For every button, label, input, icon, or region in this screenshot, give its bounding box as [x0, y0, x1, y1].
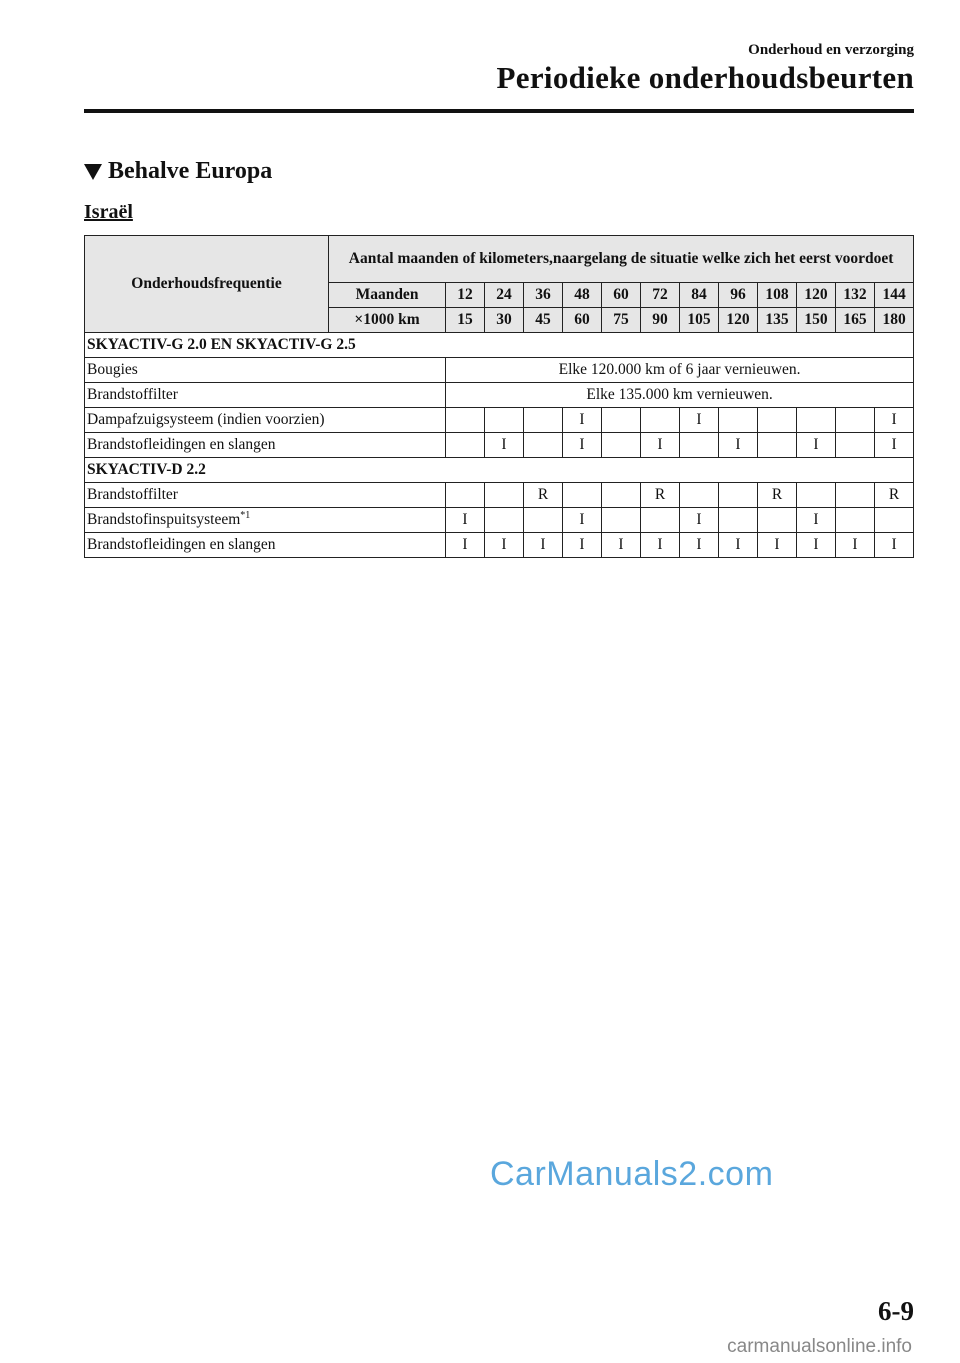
item-name-text: Brandstofinspuitsysteem — [87, 511, 241, 528]
month-cell: 96 — [719, 283, 758, 308]
month-cell: 120 — [797, 283, 836, 308]
schedule-cell — [602, 483, 641, 508]
schedule-cell: R — [641, 483, 680, 508]
km-cell: 90 — [641, 308, 680, 333]
schedule-cell — [524, 433, 563, 458]
schedule-cell: I — [680, 533, 719, 558]
month-cell: 84 — [680, 283, 719, 308]
km-cell: 30 — [485, 308, 524, 333]
schedule-cell — [797, 408, 836, 433]
schedule-cell: I — [641, 433, 680, 458]
schedule-cell — [446, 483, 485, 508]
schedule-cell: I — [563, 433, 602, 458]
item-name: Brandstoffilter — [85, 383, 446, 408]
schedule-cell: I — [563, 408, 602, 433]
table-row — [85, 433, 914, 458]
km-cell: 75 — [602, 308, 641, 333]
schedule-cell: R — [875, 483, 914, 508]
interval-label-cell: Aantal maanden of kilometers,naargelang de situatie welke zich het eerst voordoet — [329, 236, 914, 283]
schedule-cell: I — [875, 533, 914, 558]
footnote-marker: *1 — [240, 509, 251, 521]
table-row — [85, 533, 914, 558]
header-divider — [84, 109, 914, 113]
schedule-cell: I — [875, 408, 914, 433]
schedule-cell — [485, 408, 524, 433]
schedule-cell — [524, 408, 563, 433]
schedule-cell — [485, 483, 524, 508]
group-title: SKYACTIV-D 2.2 — [85, 458, 914, 483]
month-cell: 36 — [524, 283, 563, 308]
schedule-cell — [524, 508, 563, 533]
table-row — [85, 383, 914, 408]
schedule-cell — [836, 508, 875, 533]
group-title-row — [85, 333, 914, 358]
month-cell: 72 — [641, 283, 680, 308]
month-cell: 132 — [836, 283, 875, 308]
down-triangle-icon — [84, 164, 102, 180]
footer-watermark: carmanualsonline.info — [727, 1336, 912, 1357]
schedule-cell: I — [719, 433, 758, 458]
schedule-cell: R — [524, 483, 563, 508]
schedule-cell — [602, 508, 641, 533]
page-number: 6-9 — [878, 1296, 914, 1326]
month-cell: 60 — [602, 283, 641, 308]
item-name: Dampafzuigsysteem (indien voorzien) — [85, 408, 446, 433]
schedule-cell — [719, 508, 758, 533]
schedule-cell: I — [485, 433, 524, 458]
schedule-cell: I — [836, 533, 875, 558]
schedule-cell — [836, 433, 875, 458]
schedule-cell — [758, 508, 797, 533]
group-title: SKYACTIV-G 2.0 EN SKYACTIV-G 2.5 — [85, 333, 914, 358]
schedule-cell — [719, 408, 758, 433]
schedule-cell — [758, 433, 797, 458]
schedule-cell — [446, 433, 485, 458]
item-name: Brandstofleidingen en slangen — [85, 433, 446, 458]
item-name: Brandstofleidingen en slangen — [85, 533, 446, 558]
km-label: ×1000 km — [329, 308, 446, 333]
freq-label-cell: Onderhoudsfrequentie — [85, 236, 329, 333]
schedule-cell: I — [446, 533, 485, 558]
schedule-cell — [875, 508, 914, 533]
schedule-cell — [641, 408, 680, 433]
schedule-cell: I — [719, 533, 758, 558]
schedule-cell: I — [680, 508, 719, 533]
km-cell: 165 — [836, 308, 875, 333]
schedule-cell: I — [446, 508, 485, 533]
schedule-cell: I — [602, 533, 641, 558]
item-name: Bougies — [85, 358, 446, 383]
schedule-cell — [758, 408, 797, 433]
schedule-cell: I — [680, 408, 719, 433]
schedule-cell: I — [563, 508, 602, 533]
km-cell: 180 — [875, 308, 914, 333]
table-row — [85, 508, 914, 533]
schedule-cell — [446, 408, 485, 433]
schedule-cell — [680, 483, 719, 508]
schedule-cell — [719, 483, 758, 508]
schedule-cell — [602, 433, 641, 458]
running-header-title: Periodieke onderhoudsbeurten — [496, 60, 914, 95]
schedule-cell: I — [758, 533, 797, 558]
schedule-cell: R — [758, 483, 797, 508]
schedule-cell: I — [875, 433, 914, 458]
month-cell: 144 — [875, 283, 914, 308]
schedule-cell: I — [485, 533, 524, 558]
schedule-cell — [563, 483, 602, 508]
watermark-logo: CarManuals2.com — [490, 1155, 774, 1193]
running-header-section: Onderhoud en verzorging — [748, 42, 914, 58]
group-title-row — [85, 458, 914, 483]
km-cell: 15 — [446, 308, 485, 333]
item-note: Elke 120.000 km of 6 jaar vernieuwen. — [446, 358, 914, 383]
schedule-cell: I — [524, 533, 563, 558]
schedule-cell — [485, 508, 524, 533]
schedule-cell: I — [797, 533, 836, 558]
schedule-cell — [602, 408, 641, 433]
schedule-cell: I — [797, 433, 836, 458]
schedule-cell — [797, 483, 836, 508]
schedule-cell: I — [563, 533, 602, 558]
km-cell: 45 — [524, 308, 563, 333]
table-row — [85, 483, 914, 508]
km-cell: 120 — [719, 308, 758, 333]
item-note: Elke 135.000 km vernieuwen. — [446, 383, 914, 408]
km-cell: 60 — [563, 308, 602, 333]
months-label: Maanden — [329, 283, 446, 308]
month-cell: 108 — [758, 283, 797, 308]
item-name — [85, 508, 446, 533]
table-row — [85, 408, 914, 433]
sub-heading: Israël — [84, 201, 133, 223]
month-cell: 24 — [485, 283, 524, 308]
schedule-cell — [680, 433, 719, 458]
section-heading-text: Behalve Europa — [108, 158, 273, 184]
maintenance-schedule-table — [84, 235, 914, 558]
section-heading — [84, 158, 272, 185]
km-cell: 135 — [758, 308, 797, 333]
table-row — [85, 358, 914, 383]
month-cell: 48 — [563, 283, 602, 308]
schedule-cell — [836, 408, 875, 433]
month-cell: 12 — [446, 283, 485, 308]
schedule-cell: I — [641, 533, 680, 558]
schedule-cell: I — [797, 508, 836, 533]
schedule-cell — [641, 508, 680, 533]
item-name: Brandstoffilter — [85, 483, 446, 508]
km-cell: 150 — [797, 308, 836, 333]
schedule-cell — [836, 483, 875, 508]
km-cell: 105 — [680, 308, 719, 333]
